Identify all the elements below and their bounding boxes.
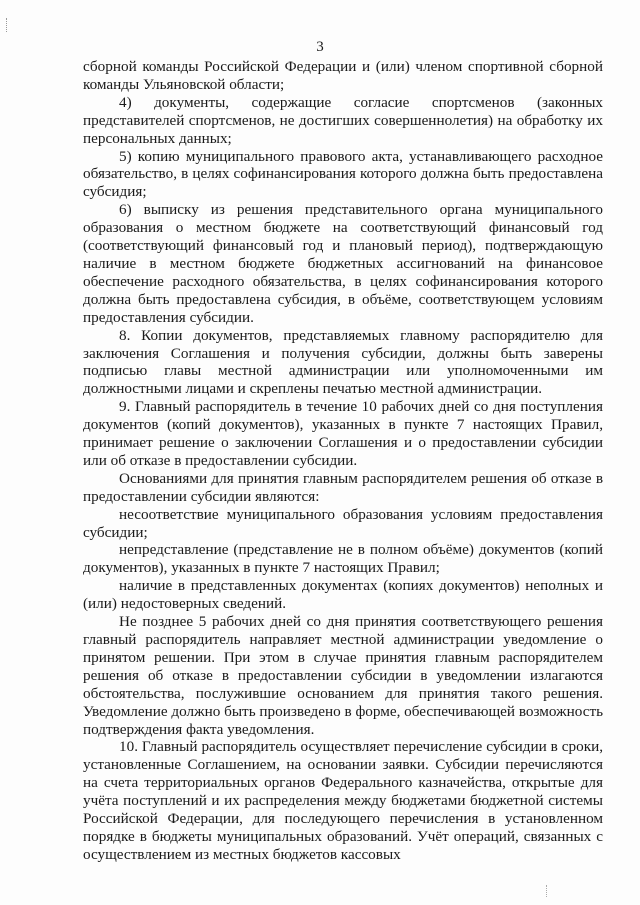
scan-margin-mark (6, 18, 8, 32)
document-body (83, 58, 603, 864)
paragraph-clause-9: 9. Главный распорядитель в течение 10 рабочих дней со дня поступления документов (копий документов), указанных в пункте 7 настоящих Правил, принимает решение о заключении Соглашения и о предоставлении субсидии или об отказе в предоставлении субсидии. (83, 398, 603, 469)
paragraph-refusal-grounds: Основаниями для принятия главным распорядителем решения об отказе в предоставлении субсидии являются: (83, 469, 603, 505)
scan-corner-mark (546, 885, 548, 897)
paragraph-notification: Не позднее 5 рабочих дней со дня принятия соответствующего решения главный распорядитель направляет местной администрации уведомление о принятом решении. При этом в случае принятия главным распорядителем решения об отказе в предоставлении субсидии в уведомлении излагаются обстоятельства, послужившие основанием для принятия такого решения. Уведомление должно быть произведено в форме, обеспечивающей возможность подтверждения факта уведомления. (83, 613, 604, 738)
paragraph-item-6: 6) выписку из решения представительного органа муниципального образования о местном бюджете на соответствующий финансовый год (соответствующий финансовый год и плановый период), подтверждающую наличие в местном бюджете бюджетных ассигнований на финансовое обеспечение расходного обязательства, в целях софинансирования которого должна быть предоставлена субсидия, в объёме, соответствующем условиям предоставления субсидии. (83, 201, 603, 326)
paragraph-continuation: сборной команды Российской Федерации и (или) членом спортивной сборной команды Ульяновской области; (83, 58, 603, 93)
paragraph-ground-2: непредставление (представление не в полном объёме) документов (копий документов), указанных в пункте 7 настоящих Правил; (83, 541, 603, 577)
page-number: 3 (316, 39, 324, 55)
paragraph-clause-10: 10. Главный распорядитель осуществляет перечисление субсидии в сроки, установленные Соглашением, на основании заявки. Субсидии перечисляются на счета территориальных органов Федерального казначейства, открытые для учёта поступлений и их распределения между бюджетами бюджетной системы Российской Федерации, для последующего перечисления в установленном порядке в бюджеты муниципальных образований. Учёт операций, связанных с осуществлением из местных бюджетов кассовых (83, 738, 603, 863)
paragraph-item-4: 4) документы, содержащие согласие спортсменов (законных представителей спортсменов, не достигших совершеннолетия) на обработку их персональных данных; (83, 93, 603, 147)
paragraph-clause-8: 8. Копии документов, представляемых главному распорядителю для заключения Соглашения и получения субсидии, должны быть заверены подписью главы местной администрации или уполномоченными им должностными лицами и скреплены печатью местной администрации. (83, 326, 603, 398)
paragraph-item-5: 5) копию муниципального правового акта, устанавливающего расходное обязательство, в целях софинансирования которого должна быть предоставлена субсидия; (83, 147, 603, 201)
paragraph-ground-1: несоответствие муниципального образования условиям предоставления субсидии; (83, 505, 603, 541)
paragraph-ground-3: наличие в представленных документах (копиях документов) неполных и (или) недостоверных сведений. (83, 577, 603, 613)
